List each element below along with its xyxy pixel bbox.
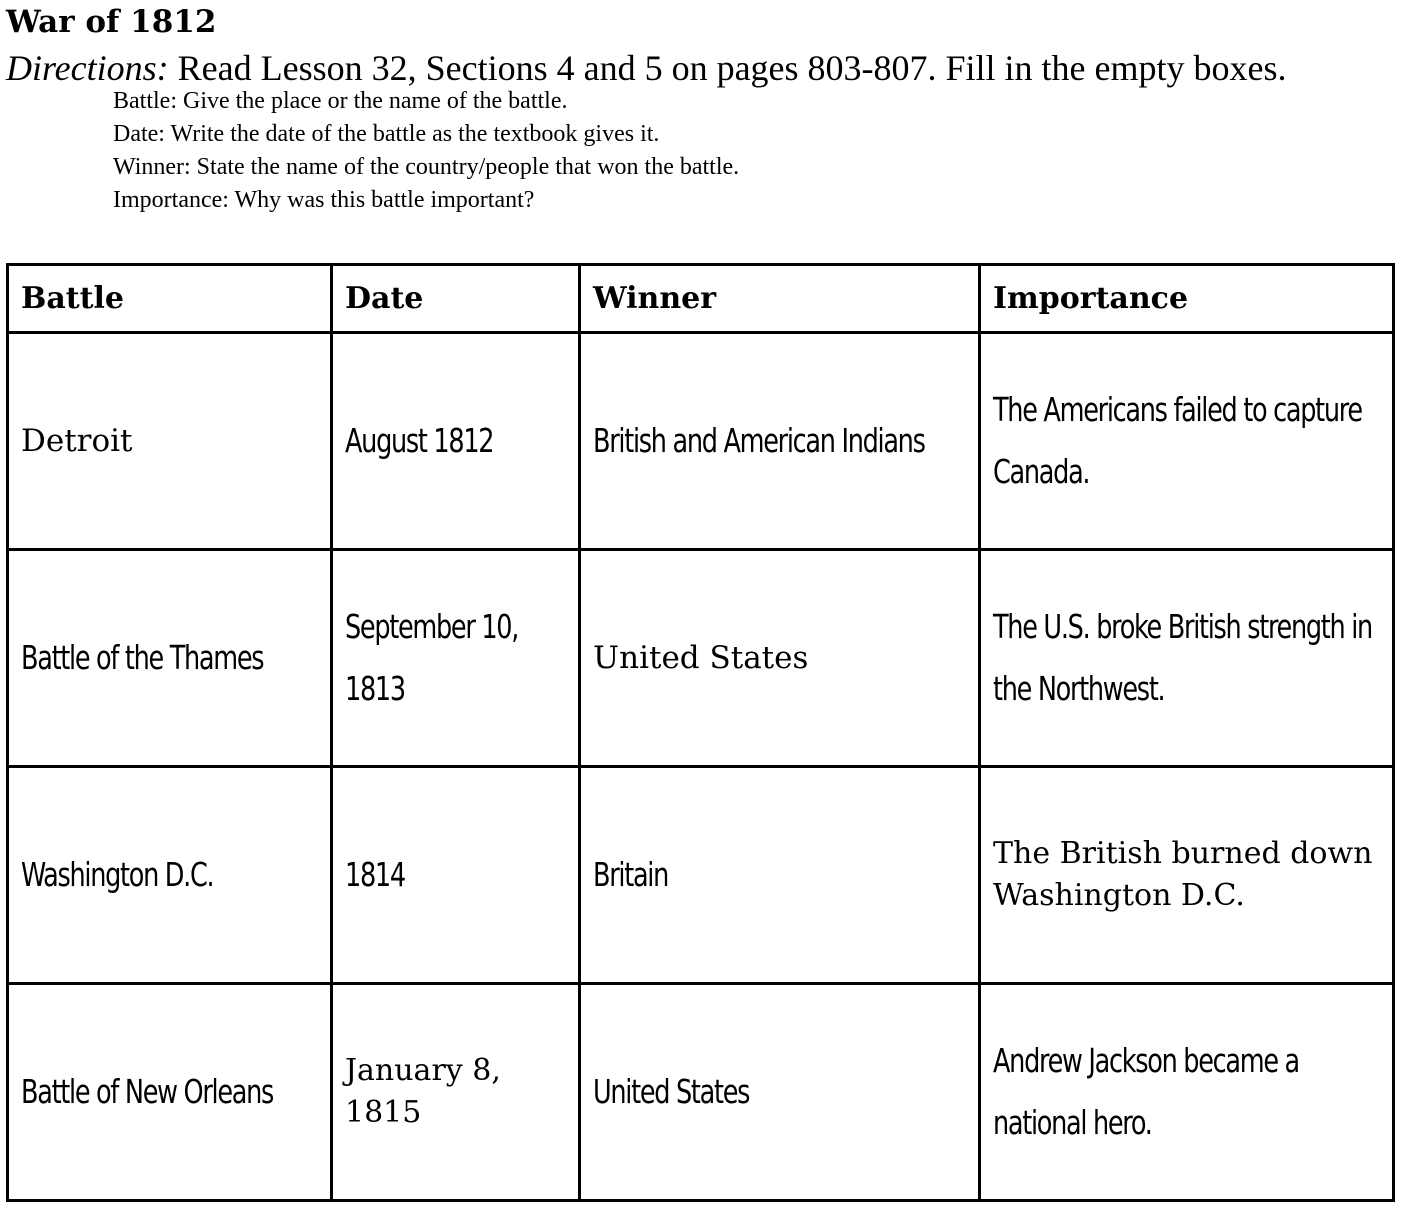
header-battle: Battle [8,265,332,333]
handwritten-text: The U.S. broke British strength in the Northwest. [993,607,1372,708]
directions [6,46,1287,90]
header-winner: Winner [580,265,980,333]
cell-battle[interactable] [8,984,332,1201]
cell-winner[interactable] [580,550,980,767]
handwritten-text: Battle of New Orleans [21,1072,274,1111]
directions-label: Directions: [6,48,169,88]
instruction-battle: Battle: Give the place or the name of the battle. [113,88,568,114]
handwritten-text: Washington D.C. [21,855,214,894]
header-date: Date [332,265,580,333]
cell-date[interactable] [332,333,580,550]
instruction-winner: Winner: State the name of the country/people that won the battle. [113,154,740,180]
instruction-date: Date: Write the date of the battle as the textbook gives it. [113,121,660,147]
table-row [8,333,1394,550]
directions-text: Read Lesson 32, Sections 4 and 5 on pages 803-807. Fill in the empty boxes. [168,48,1287,88]
handwritten-text: The Americans failed to capture Canada. [993,390,1362,491]
cell-text: January 8, 1815 [345,1053,501,1130]
cell-importance[interactable] [980,333,1394,550]
instruction-importance: Importance: Why was this battle important? [113,187,535,213]
cell-importance[interactable] [980,984,1394,1201]
cell-battle[interactable] [8,767,332,984]
handwritten-text: September 10, 1813 [345,607,519,708]
table-row [8,984,1394,1201]
handwritten-text: Battle of the Thames [21,638,264,677]
cell-importance[interactable] [980,767,1394,984]
cell-importance[interactable] [980,550,1394,767]
cell-winner[interactable] [580,767,980,984]
cell-date[interactable] [332,984,580,1201]
table-row [8,550,1394,767]
table-header-row [8,265,1394,333]
cell-text: The British burned down Washington D.C. [993,836,1373,913]
handwritten-text: 1814 [345,855,405,894]
handwritten-text: Andrew Jackson became a national hero. [993,1041,1299,1142]
cell-battle[interactable] [8,550,332,767]
cell-text: United States [593,640,809,676]
cell-winner[interactable] [580,333,980,550]
table-row [8,767,1394,984]
handwritten-text: British and American Indians [593,421,925,460]
cell-date[interactable] [332,550,580,767]
handwritten-text: United States [593,1072,750,1111]
cell-winner[interactable] [580,984,980,1201]
cell-text: Detroit [21,423,133,459]
cell-date[interactable] [332,767,580,984]
header-importance: Importance [980,265,1394,333]
handwritten-text: Britain [593,855,669,894]
battles-table [6,263,1395,1202]
worksheet-title: War of 1812 [6,4,217,40]
handwritten-text: August 1812 [345,421,494,460]
cell-battle[interactable] [8,333,332,550]
